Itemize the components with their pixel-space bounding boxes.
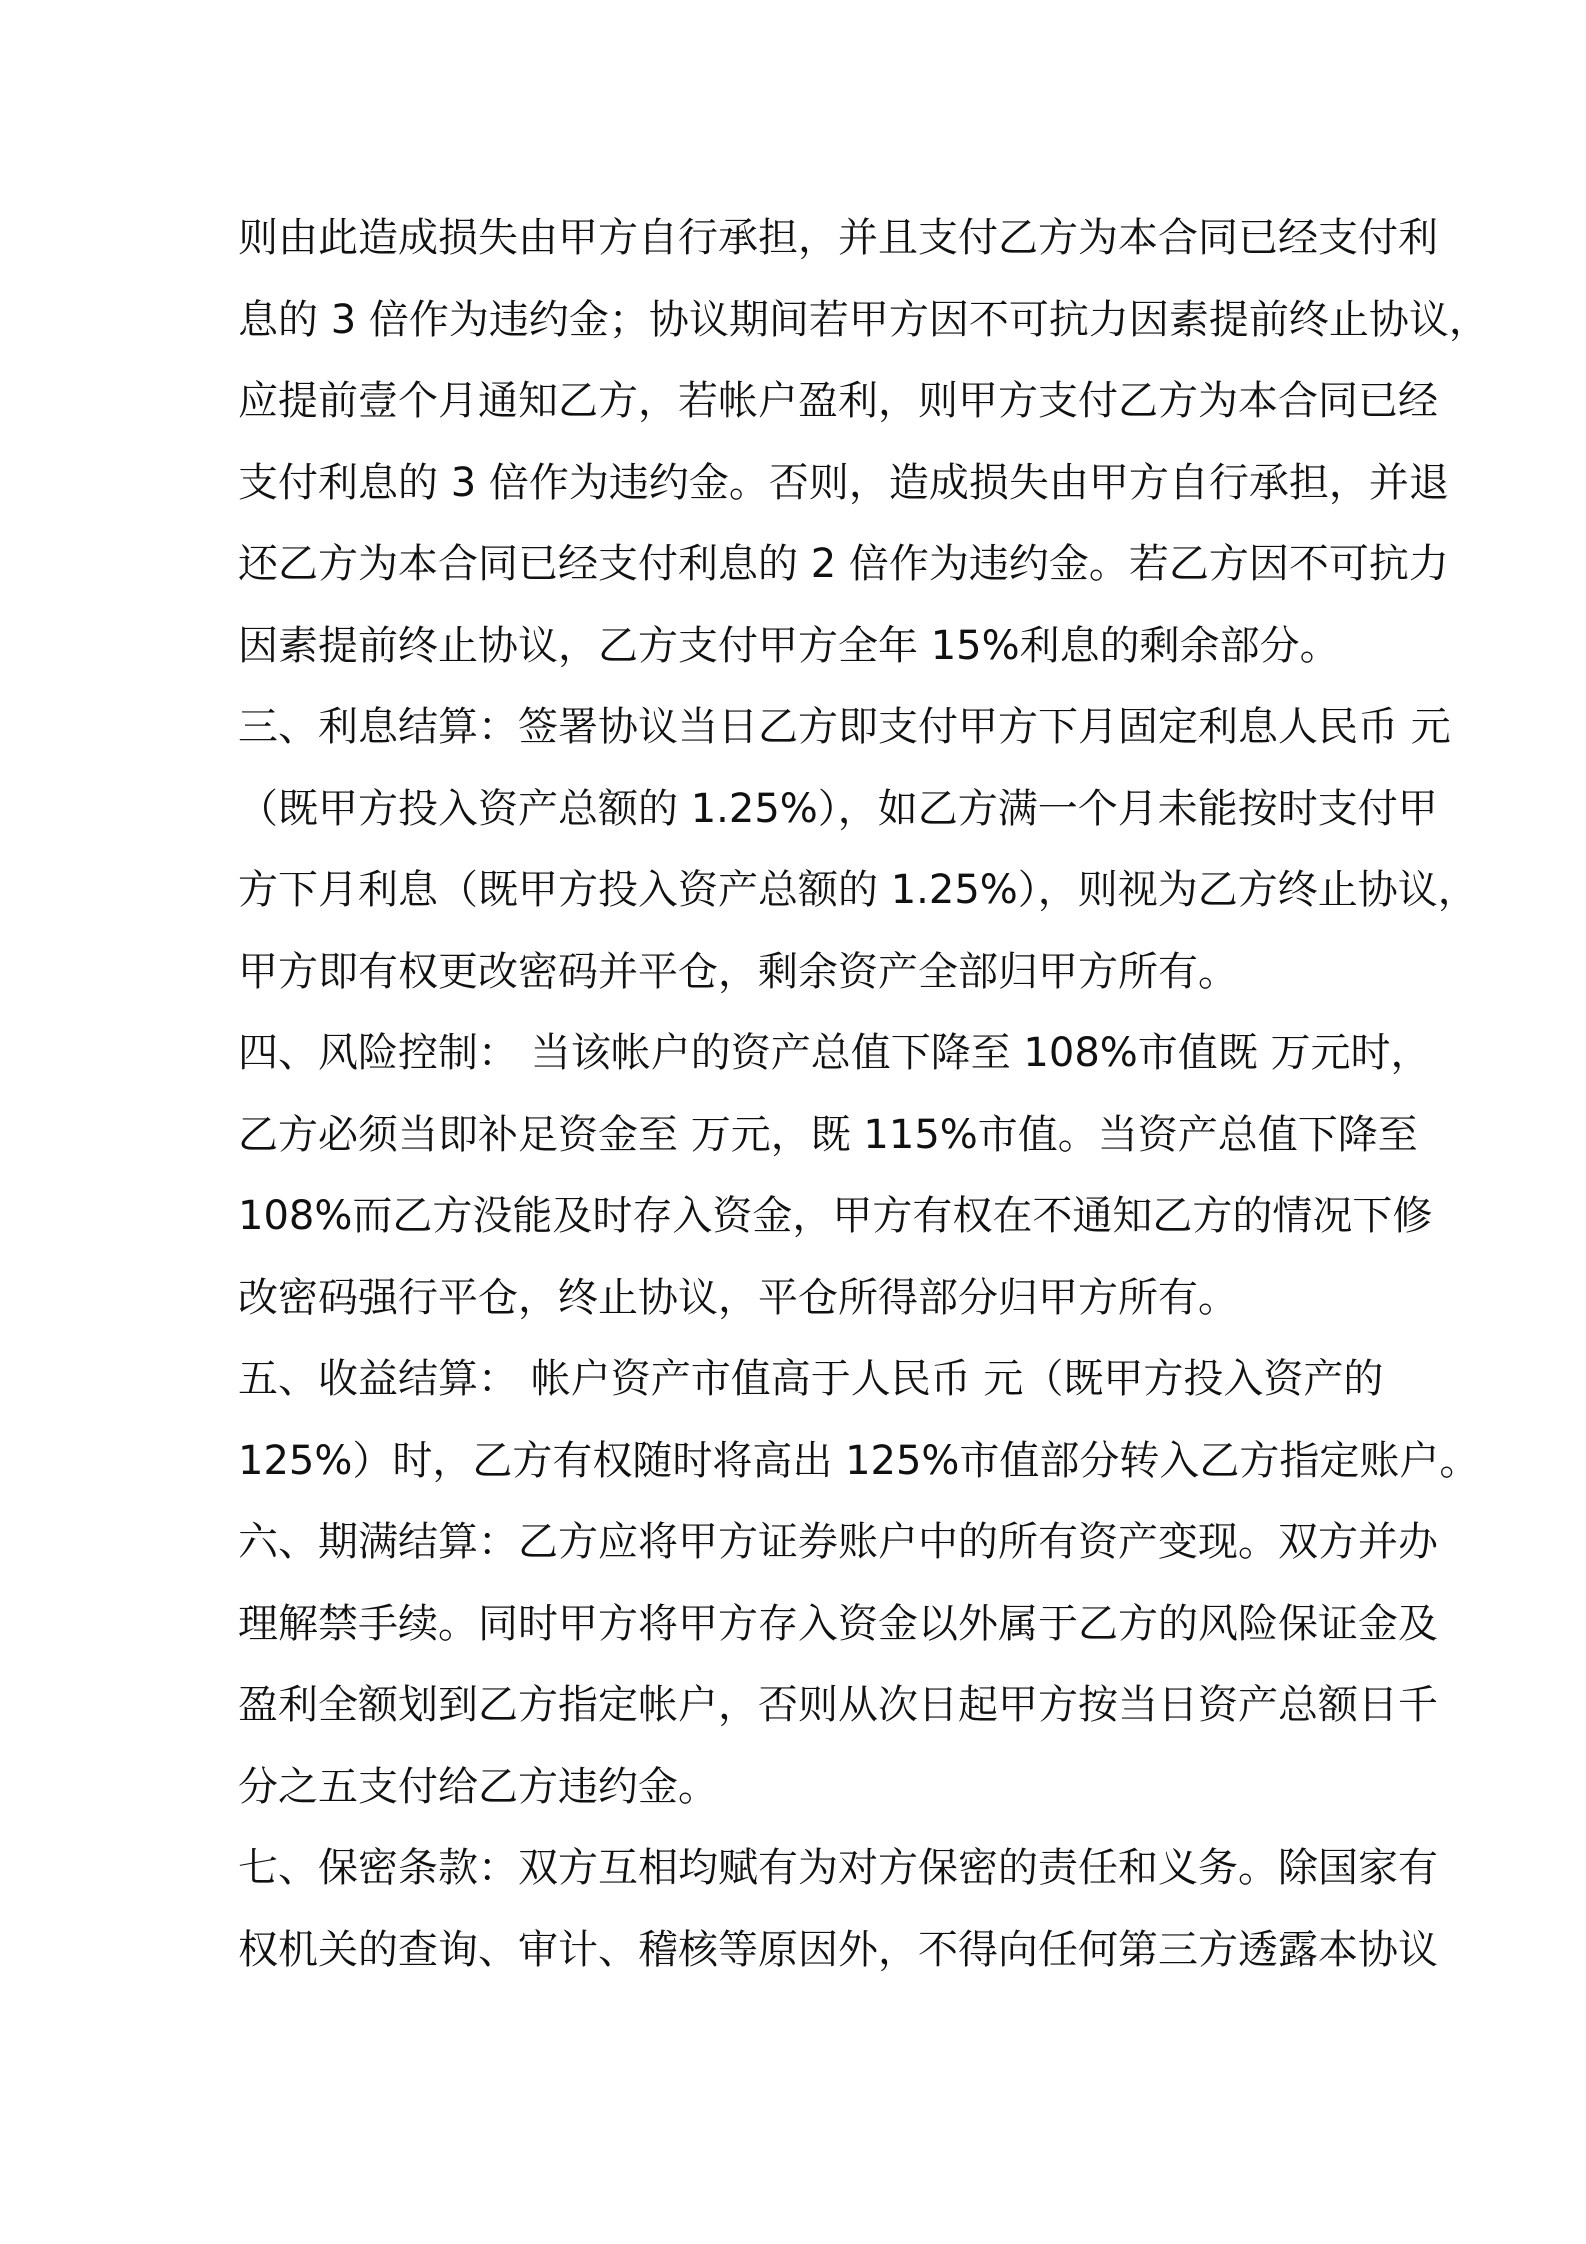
text-line: （既甲方投入资产总额的 1.25%），如乙方满一个月未能按时支付甲 — [238, 785, 1438, 832]
text-line: 108%而乙方没能及时存入资金，甲方有权在不通知乙方的情况下修 — [238, 1193, 1433, 1239]
section-7-heading-line: 七、保密条款：双方互相均赋有为对方保密的责任和义务。除国家有 — [238, 1845, 1438, 1891]
text-line: 125%）时，乙方有权随时将高出 125%市值部分转入乙方指定账户。 — [238, 1437, 1480, 1484]
text-line: 甲方即有权更改密码并平仓，剩余资产全部归甲方所有。 — [238, 948, 1238, 995]
text-line: 分之五支付给乙方违约金。 — [238, 1763, 718, 1810]
text-line: 盈利全额划到乙方指定帐户，否则从次日起甲方按当日资产总额日千 — [238, 1682, 1438, 1728]
section-3-heading-line: 三、利息结算：签署协议当日乙方即支付甲方下月固定利息人民币 元 — [238, 704, 1451, 750]
text-line: 应提前壹个月通知乙方，若帐户盈利，则甲方支付乙方为本合同已经 — [238, 378, 1438, 424]
text-line: 理解禁手续。同时甲方将甲方存入资金以外属于乙方的风险保证金及 — [238, 1600, 1438, 1647]
contract-text — [238, 198, 1489, 1991]
text-line: 息的 3 倍作为违约金；协议期间若甲方因不可抗力因素提前终止协议， — [238, 296, 1489, 343]
section-5-heading-line: 五、收益结算： 帐户资产市值高于人民币 元（既甲方投入资产的 — [238, 1356, 1384, 1402]
text-line: 方下月利息（既甲方投入资产总额的 1.25%），则视为乙方终止协议， — [238, 867, 1478, 913]
text-line: 则由此造成损失由甲方自行承担，并且支付乙方为本合同已经支付利 — [238, 215, 1438, 261]
text-line: 还乙方为本合同已经支付利息的 2 倍作为违约金。若乙方因不可抗力 — [238, 541, 1449, 587]
section-6-heading-line: 六、期满结算：乙方应将甲方证券账户中的所有资产变现。双方并办 — [238, 1519, 1438, 1565]
text-line: 改密码强行平仓，终止协议，平仓所得部分归甲方所有。 — [238, 1274, 1238, 1321]
text-line: 支付利息的 3 倍作为违约金。否则，造成损失由甲方自行承担，并退 — [238, 459, 1449, 506]
text-line: 因素提前终止协议，乙方支付甲方全年 15%利息的剩余部分。 — [238, 622, 1340, 669]
text-line: 乙方必须当即补足资金至 万元，既 115%市值。当资产总值下降至 — [238, 1111, 1418, 1158]
section-4-heading-line: 四、风险控制： 当该帐户的资产总值下降至 108%市值既 万元时， — [238, 1030, 1431, 1076]
text-line: 权机关的查询、审计、稽核等原因外，不得向任何第三方透露本协议 — [238, 1926, 1438, 1973]
